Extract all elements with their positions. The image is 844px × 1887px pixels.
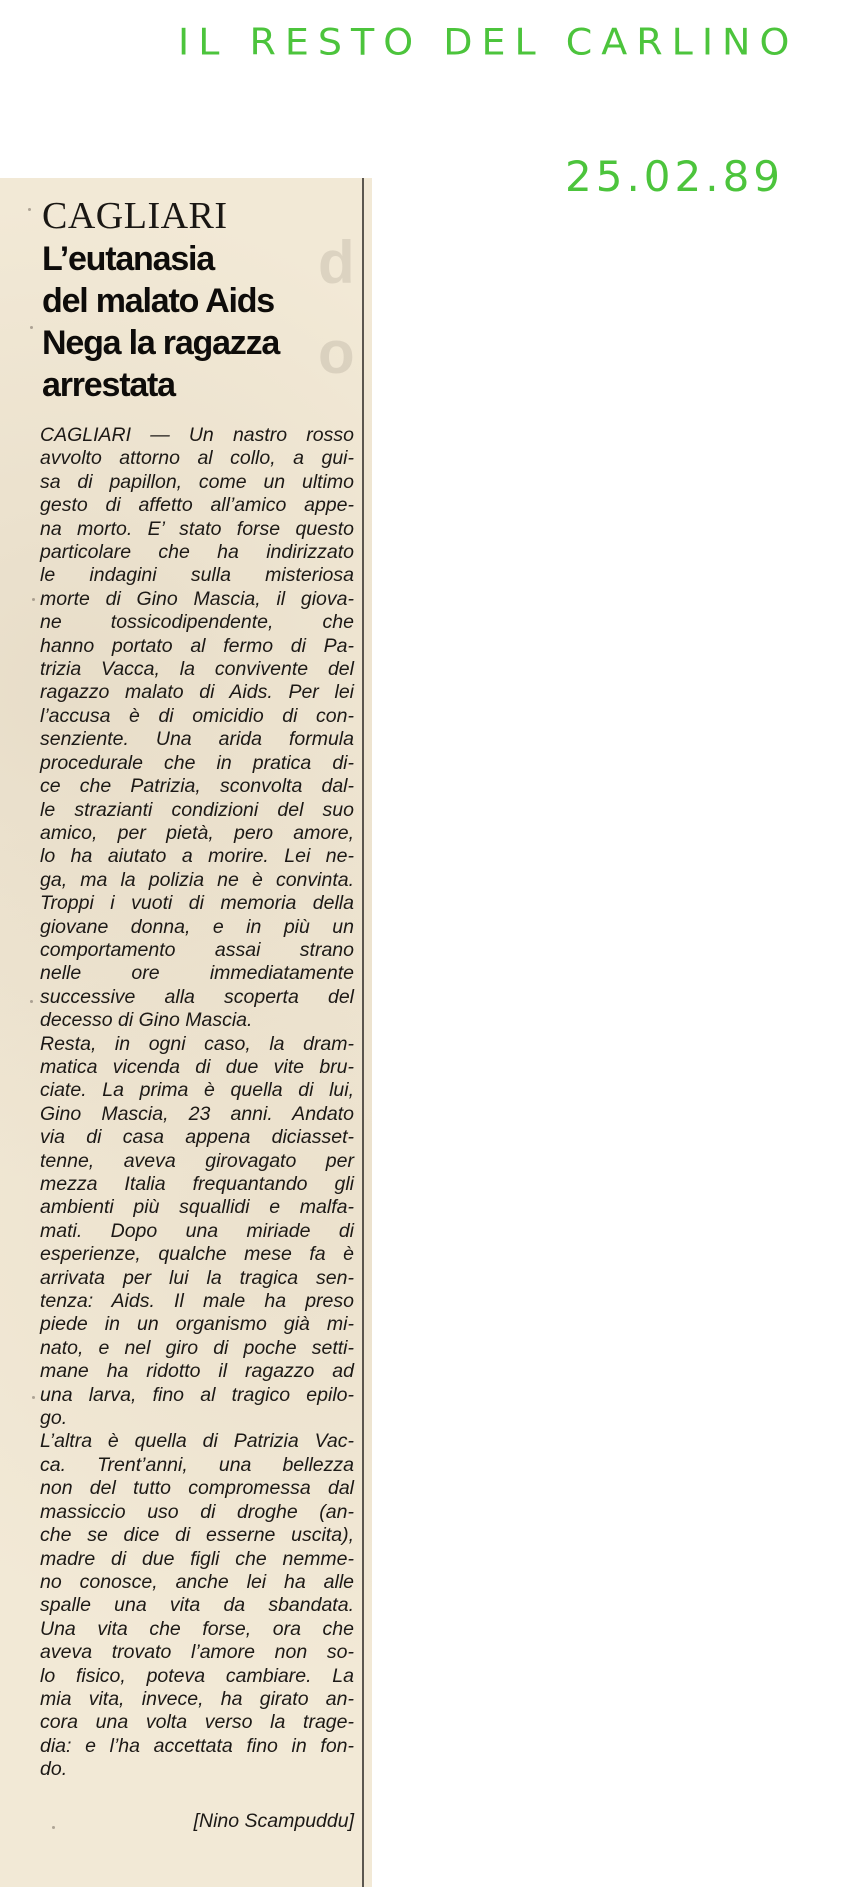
body-line: mezza Italia frequantando gli — [40, 1173, 354, 1195]
body-line: L’altra è quella di Patrizia Vac- — [40, 1430, 354, 1453]
body-line: hanno portato al fermo di Pa- — [40, 634, 354, 657]
body-line: Troppi i vuoti di memoria della — [40, 892, 354, 915]
body-line: matica vicenda di due vite bru- — [40, 1055, 354, 1078]
body-line: una larva, fino al tragico epilo- — [40, 1383, 354, 1406]
body-line: sa di papillon, come un ultimo — [40, 470, 354, 493]
body-line: ca. Trent’anni, una bellezza — [40, 1453, 354, 1476]
body-line: non del tutto compromessa dal — [40, 1477, 354, 1500]
body-line: ce che Patrizia, sconvolta dal- — [40, 775, 354, 798]
body-line: amico, per pietà, pero amore, — [40, 821, 354, 844]
body-line: successive alla scoperta del — [40, 985, 354, 1008]
body-line: Resta, in ogni caso, la dram- — [40, 1032, 354, 1055]
body-line: do. — [40, 1758, 68, 1781]
body-line: ciate. La prima è quella di lui, — [40, 1079, 354, 1102]
body-line: piede in un organismo già mi- — [40, 1313, 354, 1336]
body-line: Gino Mascia, 23 anni. Andato — [40, 1102, 354, 1125]
body-line: CAGLIARI — Un nastro rosso — [40, 424, 354, 446]
body-line: ambienti più squallidi e malfa- — [40, 1196, 354, 1219]
body-line: mia vita, invece, ha girato an- — [40, 1687, 354, 1710]
body-line: Una vita che forse, ora che — [40, 1617, 354, 1640]
body-line: lo fisico, poteva cambiare. La — [40, 1664, 354, 1687]
body-line: l’accusa è di omicidio di con- — [40, 704, 354, 727]
body-line: particolare che ha indirizzato — [40, 541, 354, 564]
headline-line: arrestata — [42, 366, 175, 404]
body-line: ne tossicodipendente, che — [40, 611, 354, 634]
article-byline: [Nino Scampuddu] — [193, 1810, 354, 1832]
body-line: gesto di affetto all’amico appe- — [40, 494, 354, 517]
body-line: spalle una vita da sbandata. — [40, 1594, 354, 1617]
bleed-through-text: o — [318, 319, 355, 386]
body-line: che se dice di esserne uscita), — [40, 1524, 354, 1547]
body-line: tenne, aveva girovagato per — [40, 1149, 354, 1172]
body-line: senziente. Una arida formula — [40, 728, 354, 751]
column-rule — [362, 178, 364, 1887]
body-line: mane ha ridotto il ragazzo ad — [40, 1360, 354, 1383]
body-line: na morto. E’ stato forse questo — [40, 517, 354, 540]
body-line: morte di Gino Mascia, il giova- — [40, 587, 354, 610]
body-line: via di casa appena diciasset- — [40, 1126, 354, 1149]
body-line: aveva trovato l’amore non so- — [40, 1641, 354, 1664]
body-line: dia: e l’ha accettata fino in fon- — [40, 1734, 354, 1757]
body-line: procedurale che in pratica di- — [40, 751, 354, 774]
handwritten-newspaper-name: IL RESTO DEL CARLINO — [178, 21, 799, 63]
body-line: ragazzo malato di Aids. Per lei — [40, 681, 354, 704]
body-line: decesso di Gino Mascia. — [40, 1009, 253, 1032]
paper-speck — [30, 326, 33, 329]
article-headline — [42, 238, 362, 406]
handwritten-date: 25.02.89 — [565, 152, 785, 201]
body-line: comportamento assai strano — [40, 938, 354, 961]
body-line: trizia Vacca, la convivente del — [40, 658, 354, 681]
paper-speck — [28, 208, 31, 211]
body-line: giovane donna, e in più un — [40, 915, 354, 938]
body-line: no conosce, anche lei ha alle — [40, 1570, 354, 1593]
paper-speck — [32, 598, 35, 601]
body-line: madre di due figli che nemme- — [40, 1547, 354, 1570]
body-line: mati. Dopo una miriade di — [40, 1219, 354, 1242]
body-line: cora una volta verso la trage- — [40, 1711, 354, 1734]
body-line: le indagini sulla misteriosa — [40, 564, 354, 587]
body-line: tenza: Aids. Il male ha preso — [40, 1290, 354, 1313]
body-line: ga, ma la polizia ne è convinta. — [40, 868, 354, 891]
body-line: arrivata per lui la tragica sen- — [40, 1266, 354, 1289]
body-line: avvolto attorno al collo, a gui- — [40, 447, 354, 470]
body-line: massiccio uso di droghe (an- — [40, 1500, 354, 1523]
paper-speck — [32, 1396, 35, 1399]
body-line: esperienze, qualche mese fa è — [40, 1243, 354, 1266]
body-line: go. — [40, 1407, 68, 1430]
headline-line: del malato Aids — [42, 282, 275, 320]
body-line: lo ha aiutato a morire. Lei ne- — [40, 845, 354, 868]
body-line: le strazianti condizioni del suo — [40, 798, 354, 821]
body-line: nelle ore immediatamente — [40, 962, 354, 985]
article-body — [40, 424, 354, 1782]
newspaper-clipping — [0, 178, 372, 1887]
headline-line: L’eutanasia — [42, 240, 214, 278]
bleed-through-text: d — [318, 229, 355, 296]
headline-line: Nega la ragazza — [42, 324, 280, 362]
paper-speck — [30, 1000, 33, 1003]
body-line: nato, e nel giro di poche setti- — [40, 1336, 354, 1359]
article-kicker: CAGLIARI — [42, 195, 228, 237]
